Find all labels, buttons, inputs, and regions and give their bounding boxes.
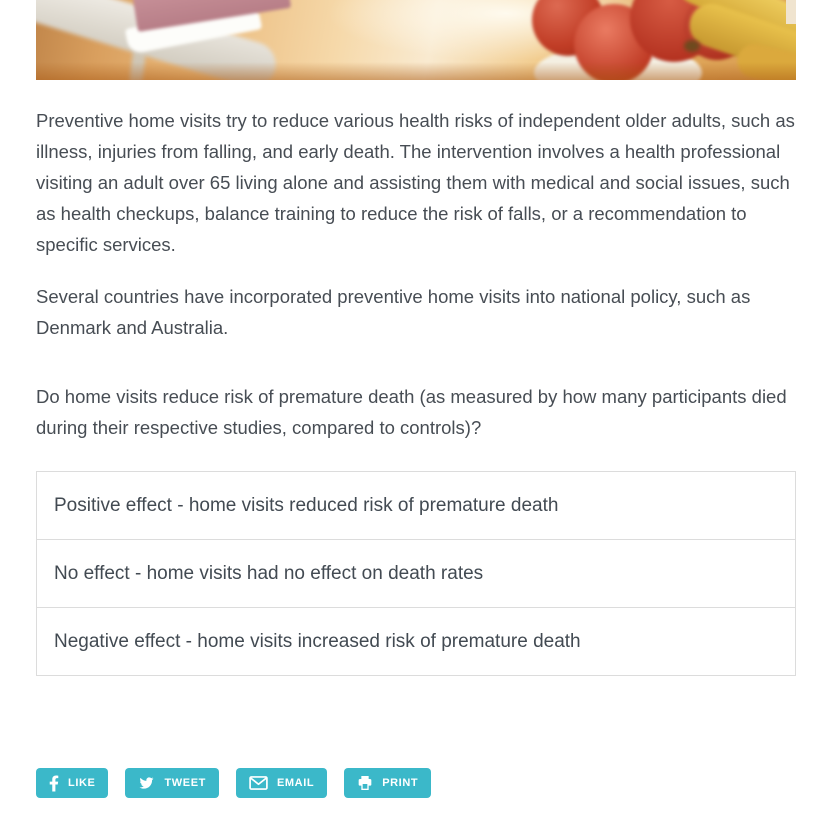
answer-label: Negative effect - home visits increased risk of premature death	[54, 631, 581, 652]
email-button-label: EMAIL	[276, 777, 315, 789]
answer-option-no-effect[interactable]	[37, 539, 795, 607]
print-button[interactable]	[344, 768, 431, 798]
answer-label: Positive effect - home visits reduced risk of premature death	[54, 495, 559, 516]
tweet-button[interactable]	[125, 768, 219, 798]
facebook-icon	[49, 775, 59, 792]
answer-option-positive-effect[interactable]	[37, 472, 795, 539]
share-buttons	[36, 768, 796, 798]
email-icon	[249, 776, 268, 790]
answer-option-negative-effect[interactable]	[37, 607, 795, 675]
banana-tip	[684, 40, 700, 52]
header-image	[36, 0, 796, 80]
answer-label: No effect - home visits had no effect on death rates	[54, 563, 484, 584]
tweet-button-label: TWEET	[164, 777, 206, 789]
question-text: Do home visits reduce risk of premature death (as measured by how many participants died during their respective studies, compared to controls)?	[36, 386, 787, 438]
twitter-icon	[138, 776, 155, 790]
print-button-label: PRINT	[382, 777, 419, 789]
like-button[interactable]	[36, 768, 108, 798]
policy-paragraph: Several countries have incorporated preventive home visits into national policy, such as Denmark and Australia.	[36, 286, 751, 338]
quiz-page	[36, 0, 796, 798]
print-icon	[357, 775, 373, 791]
like-button-label: LIKE	[68, 777, 96, 789]
background-light	[786, 0, 796, 24]
email-button[interactable]	[236, 768, 327, 798]
intro-paragraph: Preventive home visits try to reduce various health risks of independent older adults, such as illness, injuries from falling, and early death. The intervention involves a health professional visiting an adult over 65 living alone and assisting them with medical and social issues, such as health checkups, balance training to reduce the risk of falls, or a recommendation to specific services.	[36, 110, 795, 255]
answer-list	[36, 471, 796, 676]
table-edge-shadow	[36, 62, 796, 80]
